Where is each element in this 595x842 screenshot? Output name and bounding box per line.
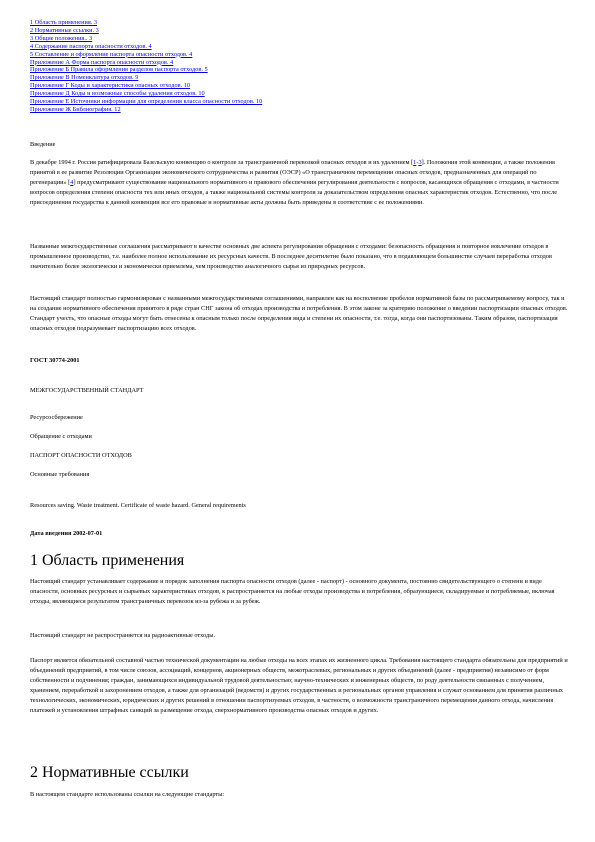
basic-requirements-label: Основные требования (30, 471, 90, 478)
section-2-heading: 2 Нормативные ссылки (30, 764, 189, 781)
toc-link[interactable]: Приложение В Номенклатура отходов. 9 (30, 74, 139, 82)
toc-link[interactable]: Приложение Д Коды и возможные способы удаления отходов. 10 (30, 90, 205, 98)
english-title: Resources saving. Waste treatment. Certificate of waste hazard. General requirements (30, 502, 246, 509)
toc-link[interactable]: Приложение Е Источники информации для определения класса опасности отходов. 10 (30, 98, 263, 106)
gost-number: ГОСТ 30774-2001 (30, 357, 80, 364)
text-segment: - (416, 159, 419, 166)
toc-link[interactable]: 3 Общие положения.. 3 (30, 34, 93, 42)
text-segment: ]. Положения этой конвенции, а также положения принятой в ее развитие Резолюции Организации экономического сотрудничества и развития (ОЭСР) «О трансграничном перемещении опасных отходов, предназначенных для операций по регенерации» [ (30, 159, 555, 186)
intro-paragraph-3: Настоящий стандарт полностью гармонизирован с названными межгосударственными соглашениями, направлен как на восполнение пробелов нормативной базы по рассматриваемому вопросу, так и на создание нормативного обеспечения принятого в ряде стран СНГ закона об отходах производства и потребления. В этом законе за критерию положение о введении паспортизации опасных отходов. Стандарт учесть, что опасные отходы могут быть отнесены к опасным только после определения вида и степени их опасности, т.е. тогда, когда они паспортизованы. Таким образом, паспортизация опасных отходов подразумевает паспортизацию всех отходов. (30, 295, 568, 332)
toc-link[interactable]: 5 Составление и оформление паспорта опасности отходов. 4 (30, 50, 193, 58)
toc-link[interactable]: 4 Содержание паспорта опасности отходов. 4 (30, 42, 152, 50)
reference-link[interactable]: 1 (413, 159, 417, 166)
toc-link[interactable]: Приложение Б Правила оформления разделов паспорта отходов. 5 (30, 66, 208, 74)
reference-link[interactable]: 4 (70, 178, 74, 186)
introduction-date: Дата введения 2002-07-01 (30, 530, 103, 537)
section-1-paragraph-3: Паспорт является обязательной составной частью технической документации на любые отходы на всех этапах их жизненного цикла. Требования настоящего стандарта обязательны для предприятий и объединений предприятий, в том числе союзов, ассоциаций, концернов, акционерных обществ, межотраслевых, региональных и других объединений (далее - предприятия) независимо от форм собственности и подчинения; граждан, занимающихся индивидуальной трудовой деятельностью; научно-технических и инженерных обществ, по роду деятельности связанных с получением, хранением, переработкой и захоронением отходов, а также для организаций (ведомств) и других государственных и региональных органов управления и служат основанием для принятия различных технологических, экономических, юридических и других решений в отношении паспортизуемых отходов, в частности, о возможности трансграничного перемещения данного отхода, начисления платежей и установления штрафных санкций за размещение отхода, сверхнормативного производства опасных отходов и других. (30, 657, 568, 714)
intro-paragraph-1 (30, 158, 568, 208)
toc-link[interactable]: Приложение А Форма паспорта опасности отходов. 4 (30, 58, 174, 66)
toc-link[interactable]: 2 Нормативные ссылки. 3 (30, 26, 99, 34)
interstate-standard-label: МЕЖГОСУДАРСТВЕННЫЙ СТАНДАРТ (30, 387, 144, 394)
reference-link[interactable]: 3 (418, 159, 422, 166)
passport-title: ПАСПОРТ ОПАСНОСТИ ОТХОДОВ (30, 452, 132, 459)
resource-saving-label: Ресурсосбережение (30, 414, 83, 421)
toc-link[interactable]: Приложение Г Коды и характеристики опасных отходов. 10 (30, 82, 191, 90)
intro-paragraph-2: Названные межгосударственные соглашения рассматривают в качестве основных две аспекта регулирования обращения с отходами: безопасность обращения и повторное вовлечение отходов в промышленное производство, т.е. наиболее полное использование их ресурсных качеств. В последнее десятилетие было показано, что в подавляющем большинстве случаев переработка отходов значительно более экологически и экономически приемлема, чем производство аналогичного сырья из природных ресурсов. (30, 243, 552, 270)
toc-link[interactable]: 1 Область применения. 3 (30, 19, 98, 26)
text-segment: ] предусматривают существование национального нормативного и правового обеспечения регулирования деятельности с вопросов, касающихся обращения с отходами, в частности вопросов определения степени опасности тех или иных отходов, а также национальной системы контроля за доказательством определения опасных характеристик отходов. Естественно, что после присоединения государства к данной конвенции все его правовые и нормативные акты должны быть приведены в соответствие с ее положениями. (30, 178, 559, 206)
waste-handling-label: Обращение с отходами (30, 433, 92, 440)
section-2-paragraph-1: В настоящем стандарте использованы ссылки на следующие стандарты: (30, 791, 225, 798)
text-segment: В декабре 1994 г. Россия ратифицировала Базельскую конвенцию о контроле за трансграничной перевозкой опасных отходов и их удалением [ (30, 159, 414, 166)
section-1-heading: 1 Область применения (30, 552, 185, 569)
section-1-paragraph-2: Настоящий стандарт не распространяется на радиоактивные отходы. (30, 632, 216, 639)
section-1-paragraph-1: Настоящий стандарт устанавливает содержание и порядок заполнения паспорта опасности отходов (далее - паспорт) - основного документа, постоянно свидетельствующего о степени и виде опасности, основных ресурсных и сырьевых характеристиках отходов, к распространяется на любые отходы производства и потребления, образующиеся, складируемые и потребляемые, включая отходы, являющиеся результатом трансграничных перевозок из-за рубежа и за рубеж. (30, 578, 555, 605)
table-of-contents (30, 19, 550, 114)
intro-heading: Введение (30, 141, 56, 148)
toc-link[interactable]: Приложение Ж Библиография. 12 (30, 105, 121, 113)
